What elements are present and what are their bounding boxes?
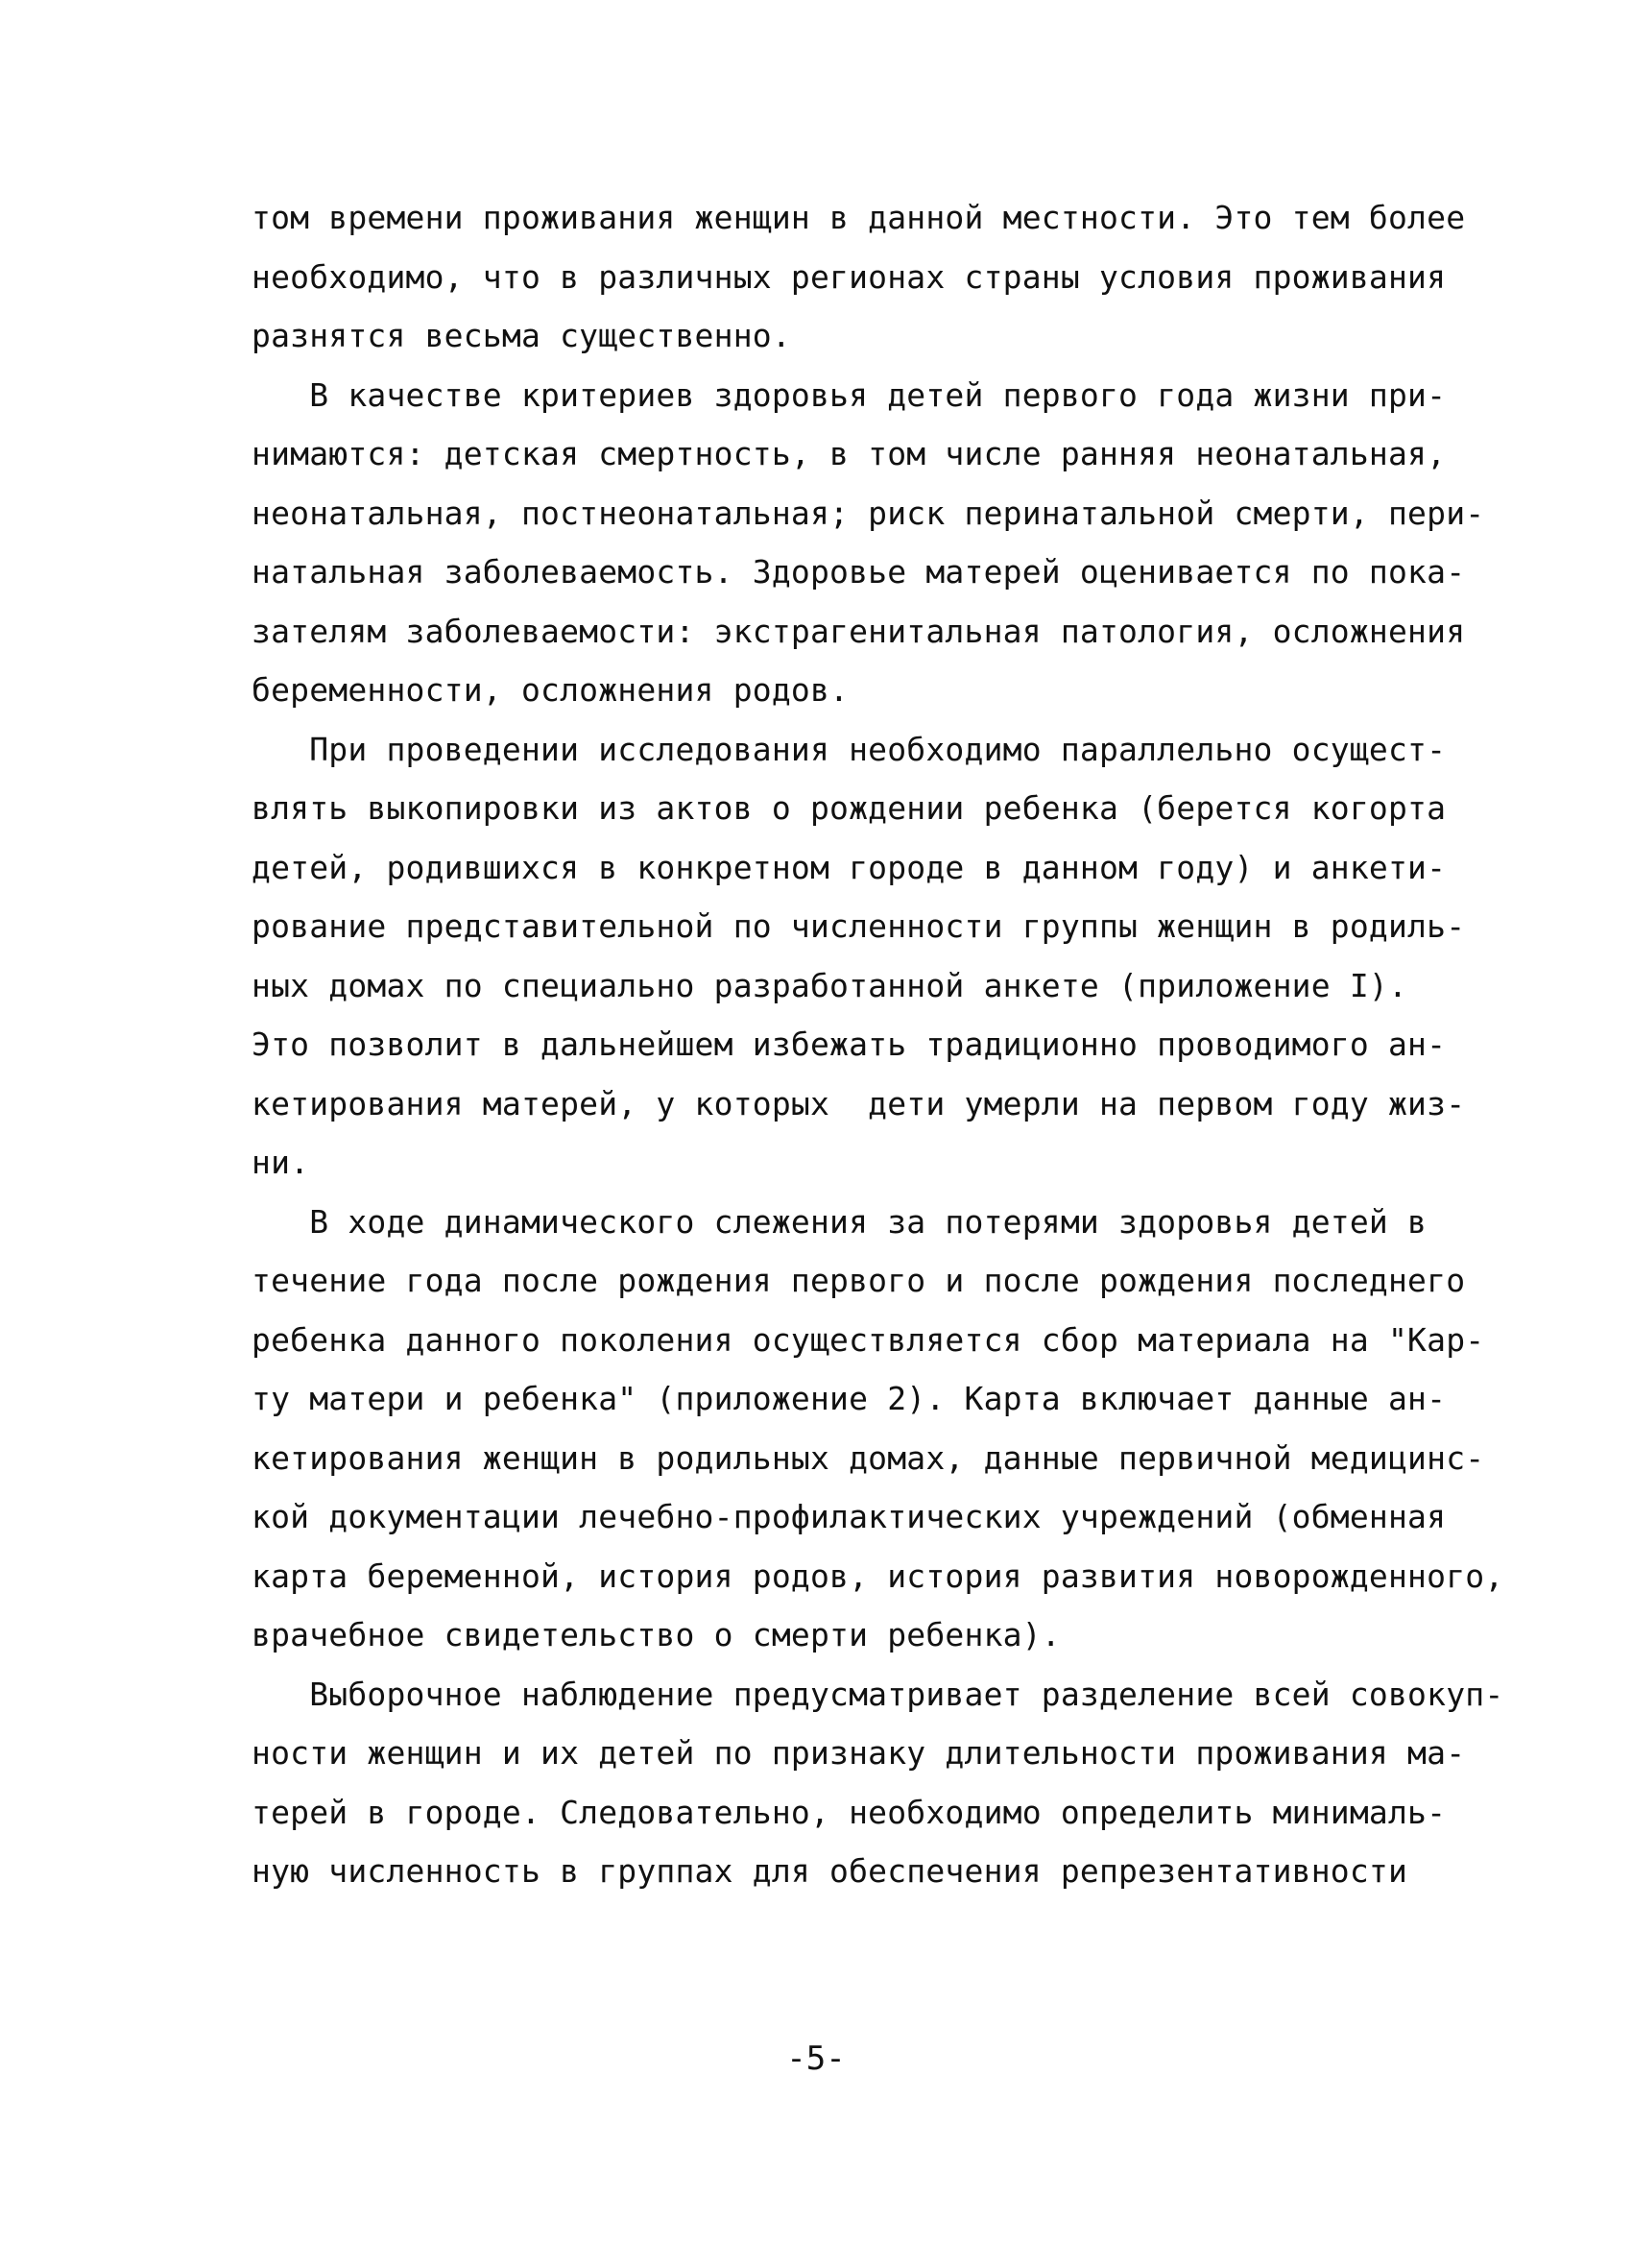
text-line: влять выкопировки из актов о рождении ребенка (берется когорта (252, 789, 1447, 827)
text-line: кетирования матерей, у которых дети умерли на первом году жиз- (252, 1084, 1466, 1122)
text-line: том времени проживания женщин в данной местности. Это тем более (252, 199, 1466, 236)
page-number: -5- (786, 2039, 846, 2078)
text-line: необходимо, что в различных регионах страны условия проживания (252, 257, 1447, 296)
text-line: детей, родившихся в конкретном городе в данном году) и анкети- (252, 848, 1447, 886)
text-line: При проведении исследования необходимо параллельно осущест- (252, 730, 1447, 768)
text-line: терей в городе. Следовательно, необходимо определить минималь- (252, 1793, 1447, 1831)
text-line: кой документации лечебно-профилактических учреждений (обменная (252, 1498, 1447, 1535)
text-line: зателям заболеваемости: экстрагенитальная патология, осложнения (252, 612, 1466, 650)
text-line: ребенка данного поколения осуществляется сбор материала на "Кар- (252, 1320, 1485, 1359)
text-line: нимаются: детская смертность, в том числе ранняя неонатальная, (252, 435, 1447, 472)
body-text (252, 188, 1504, 1901)
text-line: разнятся весьма существенно. (252, 317, 791, 354)
text-line: ную численность в группах для обеспечения репрезентативности (252, 1852, 1408, 1890)
text-line: натальная заболеваемость. Здоровье матерей оценивается по пока- (252, 553, 1466, 591)
text-line: ных домах по специально разработанной анкете (приложение I). (252, 966, 1408, 1004)
text-line: ни. (252, 1144, 310, 1181)
text-line: Это позволит в дальнейшем избежать традиционно проводимого ан- (252, 1025, 1447, 1063)
text-line: В качестве критериев здоровья детей первого года жизни при- (252, 375, 1447, 414)
text-line: неонатальная, постнеонатальная; риск перинатальной смерти, пери- (252, 494, 1485, 532)
text-line: врачебное свидетельство о смерти ребенка). (252, 1616, 1061, 1653)
text-line: карта беременной, история родов, история развития новорожденного, (252, 1556, 1504, 1595)
text-line: Выборочное наблюдение предусматривает разделение всей совокуп- (252, 1675, 1504, 1713)
text-line: кетирования женщин в родильных домах, данные первичной медицинс- (252, 1438, 1485, 1477)
text-line: беременности, осложнения родов. (252, 671, 850, 709)
text-line: ту матери и ребенка" (приложение 2). Карта включает данные ан- (252, 1380, 1447, 1417)
text-line: течение года после рождения первого и после рождения последнего (252, 1262, 1466, 1299)
text-line: рование представительной по численности группы женщин в родиль- (252, 907, 1466, 945)
text-line: В ходе динамического слежения за потерями здоровья детей в (252, 1202, 1428, 1241)
text-line: ности женщин и их детей по признаку длительности проживания ма- (252, 1734, 1466, 1772)
